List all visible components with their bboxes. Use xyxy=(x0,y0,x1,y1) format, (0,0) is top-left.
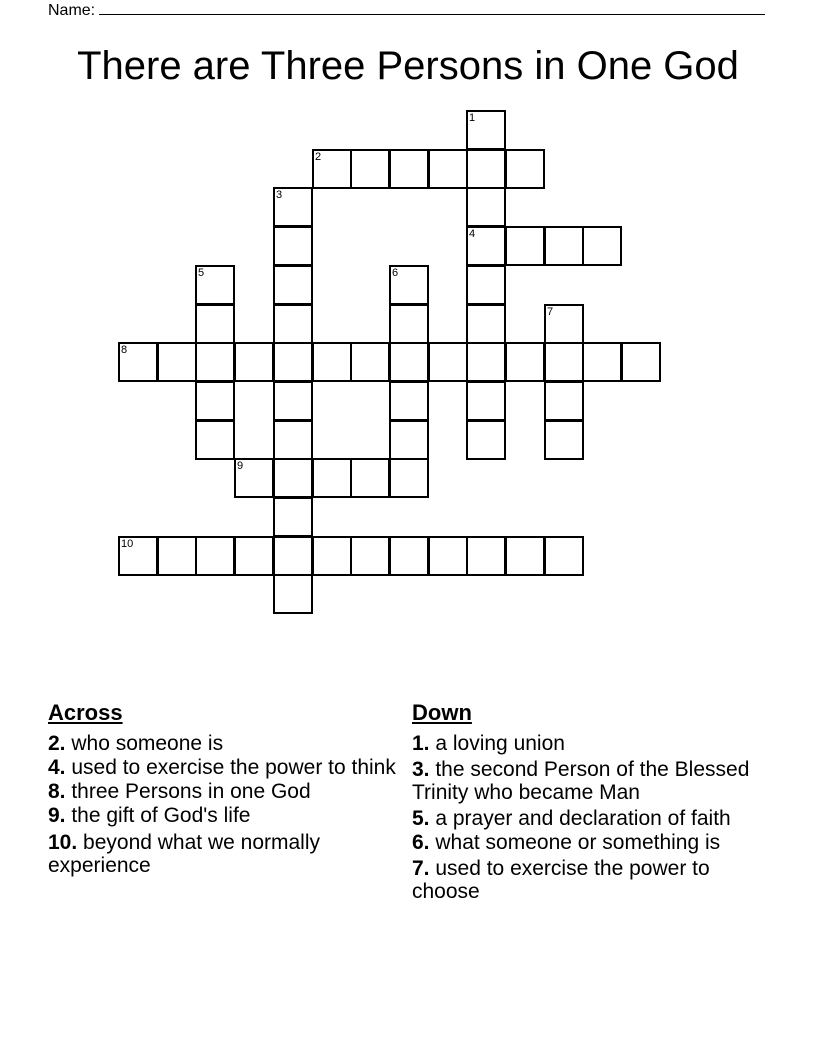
crossword-cell[interactable] xyxy=(466,110,506,150)
crossword-cell[interactable] xyxy=(582,342,622,382)
clue-across-8 xyxy=(48,780,408,803)
crossword-cell[interactable] xyxy=(273,304,313,344)
crossword-cell[interactable] xyxy=(428,536,468,576)
crossword-cell[interactable] xyxy=(544,342,584,382)
crossword-cell[interactable] xyxy=(234,536,274,576)
clue-text: beyond what we normally experience xyxy=(48,831,320,877)
crossword-cell[interactable] xyxy=(273,458,313,498)
crossword-cell[interactable] xyxy=(505,226,545,266)
clue-number-label: 5 xyxy=(198,267,205,279)
crossword-cell[interactable] xyxy=(312,149,352,189)
clue-down-5 xyxy=(412,807,782,830)
crossword-cell[interactable] xyxy=(273,536,313,576)
clue-number-label: 6 xyxy=(392,267,399,279)
clue-text: the gift of God's life xyxy=(65,804,251,827)
crossword-cell[interactable] xyxy=(118,536,158,576)
clue-text: used to exercise the power to think xyxy=(65,756,396,779)
down-heading: Down xyxy=(412,700,472,725)
crossword-cell[interactable] xyxy=(428,342,468,382)
clue-number-label: 1 xyxy=(469,112,476,124)
clue-across-10 xyxy=(48,831,408,877)
crossword-cell[interactable] xyxy=(350,342,390,382)
crossword-cell[interactable] xyxy=(466,265,506,305)
crossword-cell[interactable] xyxy=(466,304,506,344)
crossword-cell[interactable] xyxy=(389,265,429,305)
crossword-cell[interactable] xyxy=(312,536,352,576)
crossword-cell[interactable] xyxy=(195,420,235,460)
crossword-cell[interactable] xyxy=(466,342,506,382)
crossword-cell[interactable] xyxy=(234,458,274,498)
crossword-cell[interactable] xyxy=(350,149,390,189)
crossword-cell[interactable] xyxy=(157,536,197,576)
crossword-cell[interactable] xyxy=(273,497,313,537)
crossword-cell[interactable] xyxy=(273,226,313,266)
clue-text: a prayer and declaration of faith xyxy=(429,807,731,830)
clue-number: 3. xyxy=(412,758,430,781)
name-label: Name: xyxy=(48,2,96,19)
page-title: There are Three Persons in One God xyxy=(77,44,739,88)
clue-number-label: 4 xyxy=(469,228,476,240)
clue-text: what someone or something is xyxy=(429,831,721,854)
crossword-cell[interactable] xyxy=(273,342,313,382)
crossword-cell[interactable] xyxy=(505,342,545,382)
clue-number: 10. xyxy=(48,831,78,854)
crossword-cell[interactable] xyxy=(350,458,390,498)
crossword-cell[interactable] xyxy=(389,381,429,421)
crossword-cell[interactable] xyxy=(466,381,506,421)
across-clues xyxy=(48,700,408,877)
crossword-cell[interactable] xyxy=(544,420,584,460)
clue-number: 2. xyxy=(48,732,66,755)
crossword-cell[interactable] xyxy=(157,342,197,382)
clue-number: 5. xyxy=(412,807,430,830)
clue-down-7 xyxy=(412,857,782,903)
clue-down-1 xyxy=(412,732,782,755)
crossword-cell[interactable] xyxy=(389,536,429,576)
crossword-cell[interactable] xyxy=(544,381,584,421)
crossword-cell[interactable] xyxy=(195,265,235,305)
clue-number: 8. xyxy=(48,780,66,803)
across-heading: Across xyxy=(48,700,123,725)
crossword-cell[interactable] xyxy=(389,420,429,460)
clue-number-label: 10 xyxy=(121,538,134,550)
clue-text: a loving union xyxy=(429,732,565,755)
clue-down-6 xyxy=(412,831,782,854)
clue-text: who someone is xyxy=(65,732,224,755)
clue-text: the second Person of the Blessed Trinity who became Man xyxy=(412,758,750,804)
clue-number-label: 3 xyxy=(276,189,283,201)
crossword-cell[interactable] xyxy=(389,304,429,344)
crossword-cell[interactable] xyxy=(350,536,390,576)
crossword-cell[interactable] xyxy=(466,420,506,460)
crossword-cell[interactable] xyxy=(273,381,313,421)
crossword-cell[interactable] xyxy=(195,304,235,344)
clue-number-label: 7 xyxy=(547,306,554,318)
crossword-cell[interactable] xyxy=(466,149,506,189)
crossword-cell[interactable] xyxy=(118,342,158,382)
crossword-cell[interactable] xyxy=(312,458,352,498)
crossword-cell[interactable] xyxy=(389,342,429,382)
crossword-cell[interactable] xyxy=(312,342,352,382)
crossword-cell[interactable] xyxy=(428,149,468,189)
crossword-cell[interactable] xyxy=(273,265,313,305)
clue-number: 4. xyxy=(48,756,66,779)
crossword-cell[interactable] xyxy=(273,420,313,460)
crossword-cell[interactable] xyxy=(273,574,313,614)
crossword-cell[interactable] xyxy=(389,458,429,498)
clue-number: 1. xyxy=(412,732,430,755)
crossword-cell[interactable] xyxy=(234,342,274,382)
clue-down-3 xyxy=(412,758,782,804)
crossword-cell[interactable] xyxy=(544,226,584,266)
clue-number-label: 2 xyxy=(315,151,322,163)
crossword-cell[interactable] xyxy=(505,149,545,189)
clue-number: 9. xyxy=(48,804,66,827)
clue-text: used to exercise the power to choose xyxy=(412,857,710,903)
clue-number-label: 8 xyxy=(121,344,128,356)
crossword-cell[interactable] xyxy=(195,536,235,576)
crossword-cell[interactable] xyxy=(544,304,584,344)
crossword-cell[interactable] xyxy=(466,187,506,227)
crossword-cell[interactable] xyxy=(466,226,506,266)
clue-number-label: 9 xyxy=(237,460,244,472)
clue-across-2 xyxy=(48,732,408,755)
clue-across-9 xyxy=(48,804,408,827)
crossword-cell[interactable] xyxy=(466,536,506,576)
clue-across-4 xyxy=(48,756,408,779)
clue-number: 6. xyxy=(412,831,430,854)
crossword-cell[interactable] xyxy=(505,536,545,576)
clue-text: three Persons in one God xyxy=(65,780,311,803)
crossword-cell[interactable] xyxy=(195,381,235,421)
crossword-cell[interactable] xyxy=(195,342,235,382)
clue-number: 7. xyxy=(412,857,430,880)
down-clues xyxy=(412,700,782,903)
crossword-cell[interactable] xyxy=(621,342,661,382)
crossword-cell[interactable] xyxy=(273,187,313,227)
crossword-cell[interactable] xyxy=(389,149,429,189)
crossword-cell[interactable] xyxy=(544,536,584,576)
crossword-cell[interactable] xyxy=(582,226,622,266)
